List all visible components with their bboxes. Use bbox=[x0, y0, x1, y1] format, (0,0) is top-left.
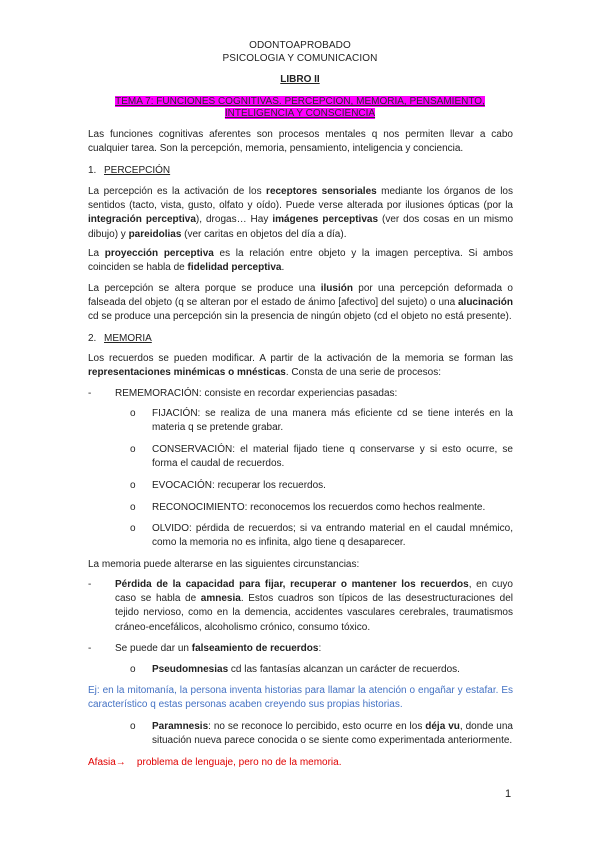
rememoracion-item: REMEMORACIÓN: consiste en recordar experiencias pasadas: bbox=[115, 388, 398, 399]
process-item-fijacion: FIJACIÓN: se realiza de una manera más eficiente cd se tiene interés en la materia q se pretende grabar. bbox=[152, 408, 513, 434]
book-title: LIBRO II bbox=[280, 74, 320, 85]
percepcion-paragraph-3: La percepción se altera porque se produce una ilusión por una percepción deformada o falseada del objeto (q se alteran por el estado de ánimo [afectivo] del sujeto) o una alucinación cd se produce una percepción sin la presencia de ningún objeto (cd el objeto no está presente). bbox=[88, 283, 513, 323]
percepcion-paragraph-1: La percepción es la activación de los receptores sensoriales mediante los órganos de los sentidos (tacto, vista, gusto, olfato y oído). Puede verse alterada por ilusiones ópticas (por la integración perceptiva), drogas… Hay imágenes perceptivas (ver dos cosas en un mismo dibujo) y pareidolias (ver caritas en objetos del día a día). bbox=[88, 186, 514, 240]
header-subject: PSICOLOGIA Y COMUNICACION bbox=[222, 53, 378, 64]
falseamiento-item: Se puede dar un falseamiento de recuerdos: bbox=[115, 643, 322, 654]
dash-bullet: - bbox=[88, 579, 92, 590]
circle-bullet: o bbox=[130, 480, 136, 491]
example-note: Ej: en la mitomanía, la persona inventa historias para llamar la atención o engañar y estafar. Es característico q estas personas acaben creyendo sus propias historias. bbox=[88, 685, 513, 711]
circle-bullet: o bbox=[130, 523, 136, 534]
alteracion-intro: La memoria puede alterarse en las siguientes circunstancias: bbox=[88, 559, 360, 570]
process-item-olvido: OLVIDO: pérdida de recuerdos; si va entrando material en el caudal mnémico, como la memoria no es infinita, algo tiene q desaparecer. bbox=[152, 523, 513, 549]
circle-bullet: o bbox=[130, 721, 136, 732]
dash-bullet: - bbox=[88, 388, 92, 399]
paramnesis-item: Paramnesis: no se reconoce lo percibido, esto ocurre en los déja vu, donde una situación nueva parece conocida o se siente como experimentada anteriormente. bbox=[152, 721, 513, 747]
memoria-paragraph-1: Los recuerdos se pueden modificar. A partir de la activación de la memoria se forman las representaciones minémicas o mnésticas. Consta de una serie de procesos: bbox=[88, 353, 513, 379]
circle-bullet: o bbox=[130, 502, 136, 513]
header-site-name: ODONTOAPROBADO bbox=[249, 40, 351, 51]
section-heading-percepcion: 1. PERCEPCIÓN bbox=[88, 165, 171, 176]
circle-bullet: o bbox=[130, 408, 136, 419]
process-item-conservacion: CONSERVACIÓN: el material fijado tiene q conservarse y si esto ocurre, se forma el caudal de recuerdos. bbox=[152, 444, 513, 470]
process-item-evocacion: EVOCACIÓN: recuperar los recuerdos. bbox=[152, 480, 326, 491]
pseudomnesias-item: Pseudomnesias cd las fantasías alcanzan un carácter de recuerdos. bbox=[152, 664, 460, 675]
page-number: 1 bbox=[505, 788, 512, 800]
circle-bullet: o bbox=[130, 444, 136, 455]
intro-paragraph: Las funciones cognitivas aferentes son procesos mentales q nos permiten llevar a cabo cualquier tarea. Son la percepción, memoria, pensamiento, inteligencia y conciencia. bbox=[88, 129, 513, 155]
percepcion-paragraph-2: La proyección perceptiva es la relación entre objeto y la imagen perceptiva. Si ambos coinciden se habla de fidelidad perceptiva. bbox=[88, 248, 513, 274]
chapter-title: TEMA 7: FUNCIONES COGNITIVAS. PERCEPCION, MEMORIA, PENSAMIENTO, INTELIGENCIA Y CONSCIENCIA bbox=[115, 96, 485, 119]
amnesia-item: Pérdida de la capacidad para fijar, recuperar o mantener los recuerdos, en cuyo caso se habla de amnesia. Estos cuadros son típicos de las desestructuraciones del tejido nervioso, como en la demencia, accidentes vasculares cerebrales, traumatismos cráneo-encefálicos, alcoholismo crónico, consumo tóxico. bbox=[115, 579, 513, 633]
afasia-note: Afasia→ problema de lenguaje, pero no de la memoria. bbox=[88, 757, 342, 768]
dash-bullet: - bbox=[88, 643, 92, 654]
section-heading-memoria: 2. MEMORIA bbox=[88, 333, 152, 344]
process-item-reconocimiento: RECONOCIMIENTO: reconocemos los recuerdos como hechos realmente. bbox=[152, 502, 486, 513]
circle-bullet: o bbox=[130, 664, 136, 675]
